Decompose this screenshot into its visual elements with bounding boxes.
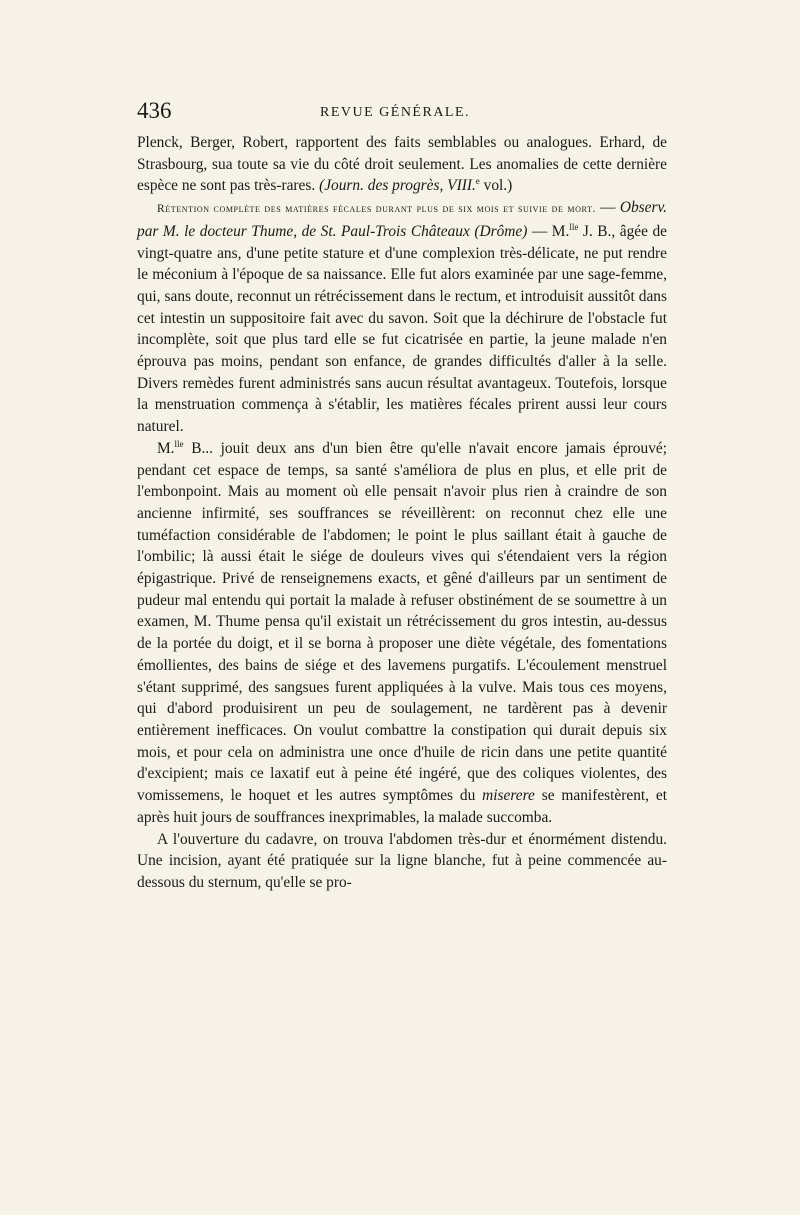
citation: (Journ. des progrès, VIII.$^e$ vol.) [319, 176, 513, 195]
paragraph-text: J. B., âgée de vingt-quatre ans, d'une petite stature et d'une complexion très-délicate, ne put rendre le méconium à l'époque de sa naissance. Elle fut alors examinée par une sage-femme, qui, sans doute, reconnut un rétrécissement dans le rectum, et introduisit aussitôt dans cet intestin un suppositoire fait avec du savon. Soit que la déchirure de l'obstacle fut incomplète, soit que plus tard elle se fut cicatrisée en partie, la jeune malade n'en éprouva pas moins, pendant son enfance, de grandes difficultés d'aller à la selle. Divers remèdes furent administrés sans aucun résultat avantageux. Toutefois, lorsque la menstruation commença à s'établir, les matières fécales prirent aussi leur cours naturel. [137, 222, 667, 436]
paragraph-continuation [137, 132, 667, 197]
running-head: REVUE GÉNÉRALE. [320, 105, 471, 120]
observation-attribution: Observ. par M. le docteur Thume, de St. Paul-Trois Châteaux (Drôme) [137, 199, 667, 240]
observation-paragraph: Rétention complète des matières fécales durant plus de six mois et suivie de mort. — Observ. par M. le docteur Thume, de St. Paul-Trois Châteaux (Drôme) — M.$^{lle}$ J. B., âgée de vingt-quatre ans, d'une petite stature et d'une complexion très-délicate, ne put rendre le méconium à l'époque de sa naissance. Elle fut alors examinée par une sage-femme, qui, sans doute, reconnut un rétrécissement dans le rectum, et introduisit aussitôt dans cet intestin un suppositoire fait avec du savon. Soit que la déchirure de l'obstacle fut incomplète, soit que plus tard elle se fut cicatrisée en partie, la jeune malade n'en éprouva pas moins, pendant son enfance, de grandes difficultés d'aller à la selle. Divers remèdes furent administrés sans aucun résultat avantageux. Toutefois, lorsque la menstruation commença à s'établir, les matières fécales prirent aussi leur cours naturel. [137, 199, 667, 436]
case-paragraph: M.$^{lle}$ B... jouit deux ans d'un bien être qu'elle n'avait encore jamais éprouvé; pendant cet espace de temps, sa santé s'améliora de plus en plus, et elle prit de l'embonpoint. Mais au moment où elle pensait n'avoir plus rien à craindre de son ancienne infirmité, ses souffrances se réveillèrent: on reconnut chez elle une tuméfaction considérable de l'abdomen; le point le plus saillant était à gauche de l'ombilic; là aussi était le siége de douleurs vives qui s'étendaient vers la région épigastrique. Privé de renseignemens exacts, et gêné d'ailleurs par un sentiment de pudeur mal entendu qui portait la malade à refuser obstinément de se soumettre à un examen, M. Thume pensa qu'il existait un rétrécissement du gros intestin, au-dessus de la portée du doigt, et il se borna à proposer une diète végétale, des fomentations émollientes, des bains de siége et des lavemens purgatifs. L'écoulement menstruel s'étant supprimé, des sangsues furent appliquées à la vulve. Mais tous ces moyens, qui d'abord produisirent un peu de soulagement, ne tardèrent pas à devenir entièrement inefficaces. On voulut combattre la constipation qui durait depuis six mois, et pour cela on administra une once d'huile de ricin dans une petite quantité d'excipient; mais ce laxatif eut à peine été ingéré, que des coliques violentes, des vomissemens, le hoquet et les autres symptômes du miserere se manifestèrent, et après huit jours de souffrances inexprimables, la malade succomba. [137, 438, 667, 826]
section-heading: Rétention complète des matières fécales durant plus de six mois et suivie de mort. [157, 203, 596, 216]
page-number: 436 [137, 98, 172, 123]
body-text [137, 132, 667, 894]
paragraph-text: A l'ouverture du cadavre, on trouva l'abdomen très-dur et énormément distendu. Une incision, ayant été pratiquée sur la ligne blanche, fut à peine commencée au-dessous du sternum, qu'elle se pro- [137, 830, 667, 891]
autopsy-paragraph [137, 829, 667, 894]
italic-term: miserere [482, 787, 535, 805]
paragraph-text: B... jouit deux ans d'un bien être qu'elle n'avait encore jamais éprouvé; pendant cet espace de temps, sa santé s'améliora de plus en plus, et elle prit de l'embonpoint. Mais au moment où elle pensait n'avoir plus rien à craindre de son ancienne infirmité, ses souffrances se réveillèrent: on reconnut chez elle une tuméfaction considérable de l'abdomen; le point le plus saillant était à gauche de l'ombilic; là aussi était le siége de douleurs vives qui s'étendaient vers la région épigastrique. Privé de renseignemens exacts, et gêné d'ailleurs par un sentiment de pudeur mal entendu qui portait la malade à refuser obstinément de se soumettre à un examen, M. Thume pensa qu'il existait un rétrécissement du gros intestin, au-dessus de la portée du doigt, et il se borna à proposer une diète végétale, des fomentations émollientes, des bains de siége et des lavemens purgatifs. L'écoulement menstruel s'étant supprimé, des sangsues furent appliquées à la vulve. Mais tous ces moyens, qui d'abord produisirent un peu de soulagement, ne tardèrent pas à devenir entièrement inefficaces. On voulut combattre la constipation qui durait depuis six mois, et pour cela on administra une once d'huile de ricin dans une petite quantité d'excipient; mais ce laxatif eut à peine été ingéré, que des coliques violentes, des vomissemens, le hoquet et les autres symptômes du [137, 439, 667, 805]
paragraph-text: Plenck, Berger, Robert, rapportent des faits semblables ou analogues. Erhard, de Strasbourg, sua toute sa vie du côté droit seulement. Les anomalies de cette dernière espèce ne sont pas très-rares. [137, 134, 667, 195]
page-header [137, 98, 667, 128]
